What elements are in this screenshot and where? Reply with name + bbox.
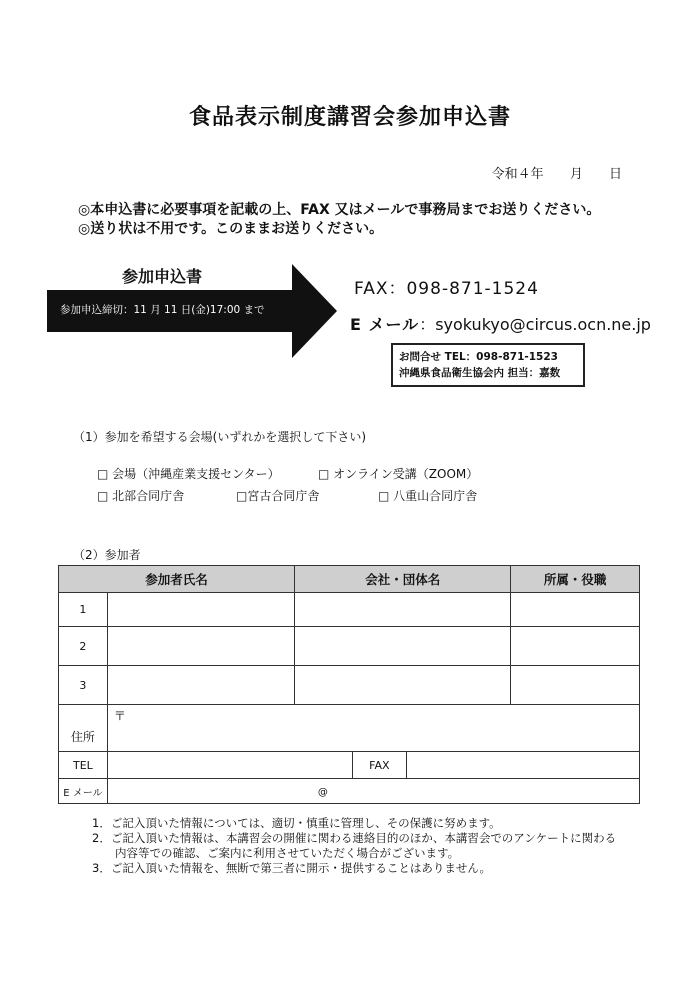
table-row [59,627,640,666]
application-label: 参加申込書 [122,267,203,286]
email-value: ：syokukyo@circus.ocn.ne.jp [419,315,651,334]
email-label: E メール [350,315,420,334]
table-header-row [59,566,640,593]
at-mark: @ [317,787,328,798]
header-name: 参加者氏名 [59,566,295,593]
notes-list [92,816,616,876]
header-company: 会社・団体名 [295,566,511,593]
address-field[interactable] [107,705,639,752]
name-cell[interactable] [107,593,294,627]
company-cell[interactable] [295,666,511,705]
address-row [59,705,640,752]
row-number: 2 [59,627,108,666]
date-month: 月 [569,167,583,182]
fax-number: FAX：098-871-1524 [354,279,539,299]
notice-2: ◎送り状は不用です。このままお送りください。 [78,221,384,237]
participants-heading: （2）参加者 [73,548,141,562]
venue-option-miyako[interactable]: □宮古合同庁舎 [236,489,320,503]
venue-heading: （1）参加を希望する会場(いずれかを選択して下さい) [73,430,367,444]
table-row [59,593,640,627]
deadline-text: 参加申込締切：11 月 11 日(金)17:00 まで [60,304,265,316]
inquiry-tel: お問合せ TEL：098-871-1523 [399,351,558,363]
position-cell[interactable] [511,666,640,705]
row-number: 1 [59,593,108,627]
name-cell[interactable] [107,627,294,666]
header-position: 所属・役職 [511,566,640,593]
venue-option-yaeyama[interactable]: □ 八重山合同庁舎 [378,489,478,503]
note-1: 1．ご記入頂いた情報については、適切・慎重に管理し、その保護に努めます。 [92,816,501,830]
row-number: 3 [59,666,108,705]
postal-mark: 〒 [113,709,126,723]
date-line [486,163,622,182]
venue-option-online[interactable]: □ オンライン受講（ZOOM） [318,467,479,481]
tel-fax-row [59,752,640,779]
table-row [59,666,640,705]
inquiry-box [391,343,585,387]
position-cell[interactable] [511,627,640,666]
fax-field[interactable] [406,752,639,779]
venue-option-center[interactable]: □ 会場（沖縄産業支援センター） [97,467,280,481]
address-label: 住所 [59,705,108,752]
fax-label: FAX [352,752,406,779]
inquiry-office: 沖縄県食品衛生協会内 担当：嘉数 [399,367,561,379]
name-cell[interactable] [107,666,294,705]
date-day: 日 [608,167,622,182]
email-row [59,779,640,804]
participants-table [58,565,640,804]
page-title: 食品表示制度講習会参加申込書 [188,105,511,130]
email-field[interactable] [107,779,639,804]
date-era: 令和４年 [491,167,544,182]
company-cell[interactable] [295,627,511,666]
email-row-label: E メール [59,779,108,804]
notice-1: ◎本申込書に必要事項を記載の上、FAX 又はメールで事務局までお送りください。 [78,202,601,218]
note-2: 2．ご記入頂いた情報は、本講習会の開催に関わる連絡目的のほか、本講習会でのアンケートに関わる [92,831,617,845]
tel-field[interactable] [107,752,352,779]
tel-label: TEL [59,752,108,779]
venue-option-hokubu[interactable]: □ 北部合同庁舎 [97,489,185,503]
company-cell[interactable] [295,593,511,627]
email-address [350,312,651,335]
note-3: 3．ご記入頂いた情報を、無断で第三者に開示・提供することはありません。 [92,861,492,875]
position-cell[interactable] [511,593,640,627]
note-2-cont: 内容等での確認、ご案内に利用させていただく場合がございます。 [92,846,460,860]
